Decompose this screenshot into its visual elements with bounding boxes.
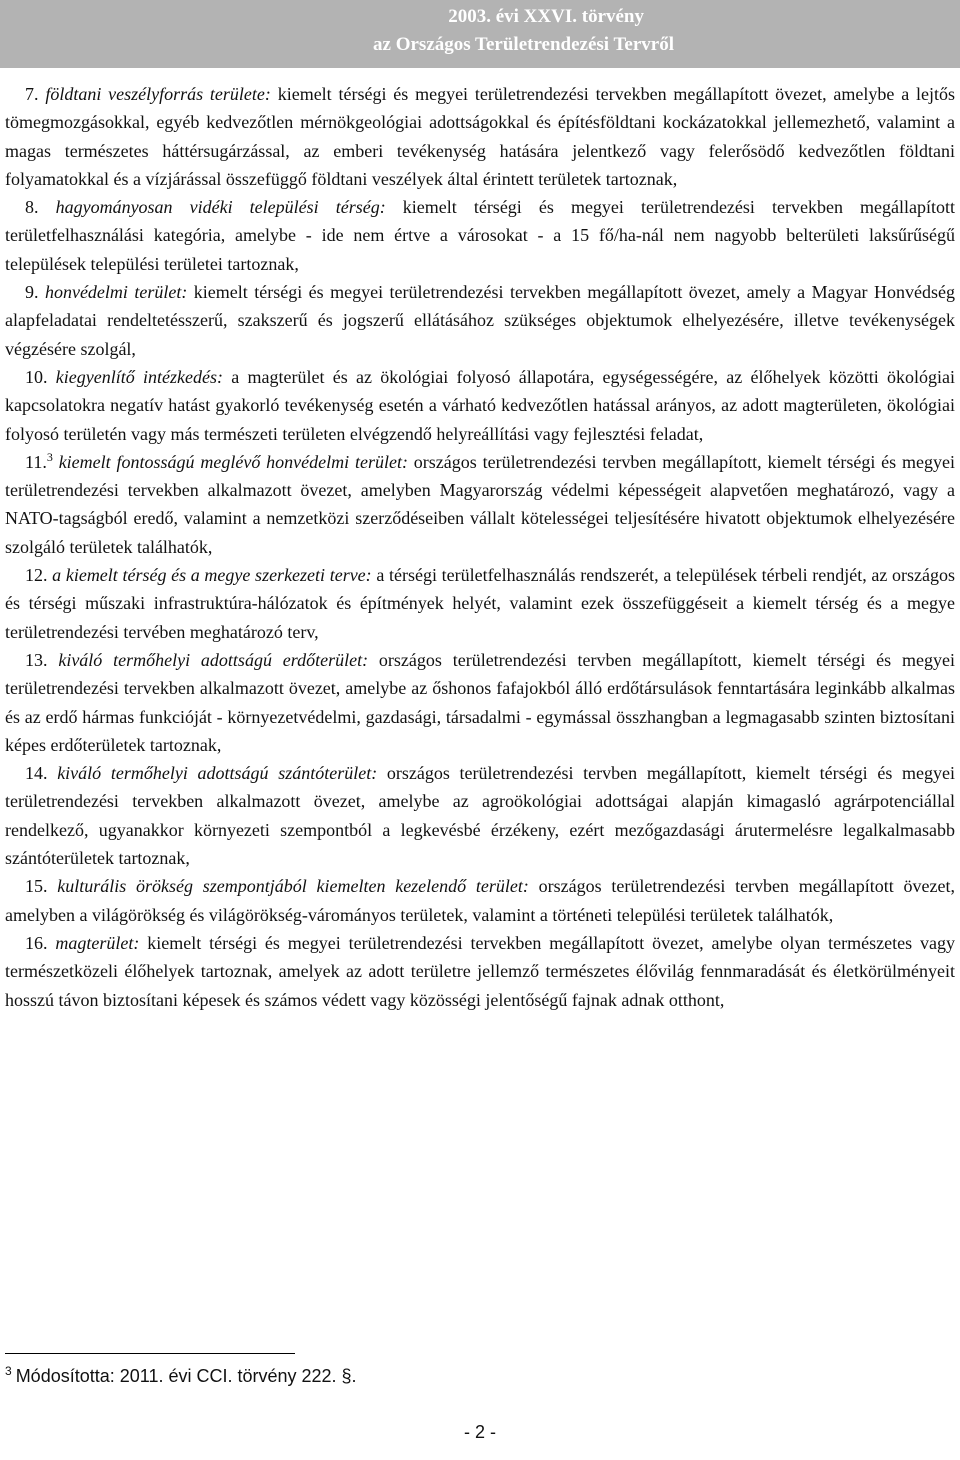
footnote (5, 1364, 357, 1387)
definition-text: országos területrendezési tervben megállapított, kiemelt térségi és megyei területrendezési tervekben alkalmazott övezet, amelybe az agroökológiai adottságai alapján kimagasló agrárpotenciállal rendelkező, ugyanakkor környezeti szempontból a legkevésbé érzékeny, ezért mezőgazdasági árutermelésre legalkalmasabb szántóterületek tartoznak, (5, 763, 955, 869)
definition-number: 12. (25, 565, 48, 586)
definition-text: a magterület és az ökológiai folyosó állapotára, egységességére, az élőhelyek közötti ökológiai kapcsolatokra negatív hatást gyakorló tevékenység esetén a várható kedvezőtlen hatással arányos, az adott magterületen, ökológiai folyosó területén vagy más természeti területen elvégzendő helyreállítási vagy fejlesztési feladat, (5, 366, 955, 444)
definition-text: a térségi területfelhasználás rendszerét, a települések térbeli rendjét, az országos és térségi műszaki infrastruktúra-hálózatok és építmények helyét, valamint ezek összefüggéseit a kiemelt térség és a megye területrendezési tervében meghatározó terv, (5, 565, 955, 642)
definition-item (5, 448, 955, 561)
definition-number: 8. (25, 197, 39, 218)
definition-number: 10. (25, 366, 48, 387)
header-law-subtitle: az Országos Területrendezési Tervről (373, 34, 674, 55)
definition-item (5, 929, 955, 1014)
footnote-separator (5, 1353, 295, 1354)
definition-item (5, 278, 955, 363)
definition-item (5, 363, 955, 448)
definition-number: 13. (25, 649, 48, 670)
document-header (0, 0, 960, 68)
defined-term: földtani veszélyforrás területe: (45, 84, 271, 104)
definition-text: országos területrendezési tervben megállapított, kiemelt térségi és megyei területrendezési tervekben alkalmazott övezet, amelybe az őshonos fafajokból álló erdőtársulások fenntartására leginkább alkalmas és az erdő hármas funkcióját - környezetvédelmi, gazdasági, társadalmi - egymással összhangban a legmagasabb szinten biztosítani képes erdőterületek tartoznak, (5, 649, 955, 755)
definition-text: kiemelt térségi és megyei területrendezési tervekben megállapított övezet, amely a Magyar Honvédség alapfeladatai rendeltetésszerű, szakszerű és jogszerű ellátásához szükséges objektumok elhelyezésére, illetve tevékenységek végzésére szolgál, (5, 282, 955, 359)
defined-term: kiváló termőhelyi adottságú szántóterület: (57, 763, 378, 784)
definition-number: 15. (25, 876, 48, 897)
definition-item (5, 193, 955, 278)
defined-term: kiváló termőhelyi adottságú erdőterület: (58, 649, 369, 670)
definition-item (5, 646, 955, 759)
header-law-title: 2003. évi XXVI. törvény (448, 6, 644, 27)
definition-number: 16. (25, 932, 48, 953)
definition-number: 14. (25, 763, 48, 784)
defined-term: kulturális örökség szempontjából kiemelten kezelendő terület: (57, 876, 529, 897)
definition-text: országos területrendezési tervben megállapított, kiemelt térségi és megyei területrendezési tervekben alkalmazott övezet, amelyben Magyarország védelmi képességeit alapvetően meghatározó, vagy a NATO-tagságból eredő, valamint a nemzetközi szerződéseiben vállalt kötelességei teljesítésére hivatott objektumok elhelyezésére szolgáló területek találhatók, (5, 451, 955, 557)
definition-item (5, 759, 955, 872)
footnote-text: Módosította: 2011. évi CCI. törvény 222. §. (15, 1366, 357, 1386)
defined-term: magterület: (55, 932, 140, 953)
definition-item (5, 561, 955, 646)
definition-number: 11. (25, 451, 47, 472)
definition-item (5, 872, 955, 929)
defined-term: honvédelmi terület: (44, 282, 188, 303)
footnote-reference[interactable]: 3 (46, 449, 53, 464)
footnote-mark: 3 (5, 1364, 12, 1378)
document-body (5, 80, 955, 1014)
definition-text: kiemelt térségi és megyei területrendezési tervekben megállapított területfelhasználási kategória, amelybe - ide nem értve a városokat - a 15 fő/ha-nál nem nagyobb belterületi laksűrűségű települések települési területei tartoznak, (5, 197, 955, 274)
defined-term: kiemelt fontosságú meglévő honvédelmi terület: (58, 451, 408, 472)
page-number: - 2 - (463, 1422, 496, 1442)
definition-number: 9. (25, 282, 39, 303)
defined-term: hagyományosan vidéki települési térség: (55, 197, 386, 218)
defined-term: kiegyenlítő intézkedés: (55, 366, 223, 387)
definition-number: 7. (25, 84, 39, 104)
definition-text: országos területrendezési tervben megállapított övezet, amelyben a világörökség és világörökség-várományos területek, valamint a történeti települési területek találhatók, (5, 876, 955, 925)
definition-text: kiemelt térségi és megyei területrendezési tervekben megállapított övezet, amelybe olyan természetes vagy természetközeli élőhelyek tartoznak, amelyek az adott területre jellemző természetes élővilág fennmaradását és életkörülményeit hosszú távon biztosítani képesek és számos védett vagy közösségi jelentőségű fajnak adnak otthont, (5, 932, 955, 1010)
definition-item (5, 80, 955, 193)
definition-text: kiemelt térségi és megyei területrendezési tervekben megállapított övezet, amelybe a lejtős tömegmozgásokkal, egyéb kedvezőtlen mérnökgeológiai adottságokkal és építésföldtani kockázatokkal jellemezhető, valamint a magas természetes háttérsugárzással, az emberi tevékenység hatására jelentkező vagy felerősödő kedvezőtlen földtani folyamatokkal és a vízjárással összefüggő földtani veszélyek által érintett területek tartoznak, (5, 84, 955, 189)
defined-term: a kiemelt térség és a megye szerkezeti terve: (52, 565, 372, 586)
